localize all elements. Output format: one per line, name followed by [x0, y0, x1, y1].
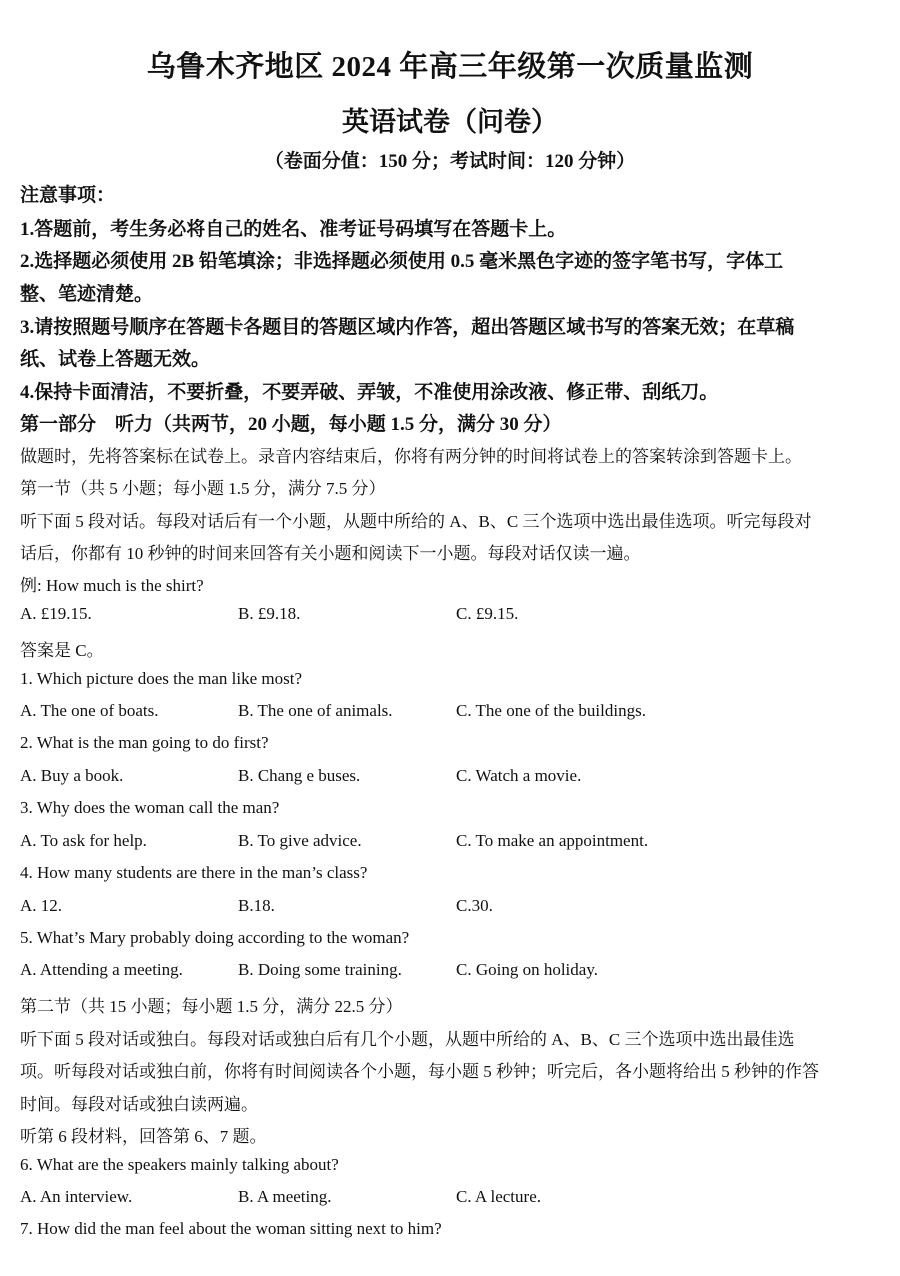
question-4-options	[20, 896, 880, 920]
question-1-options	[20, 701, 880, 725]
section1-instruction-1: 听下面 5 段对话。每段对话后有一个小题，从题中所给的 A、B、C 三个选项中选出最佳选项。听完每段对	[20, 512, 812, 531]
notice-item-3: 3.请按照题号顺序在答题卡各题目的答题区域内作答，超出答题区域书写的答案无效；在草稿	[20, 317, 795, 338]
notice-heading: 注意事项：	[20, 185, 116, 206]
question-4: 4. How many students are there in the man’s class?	[20, 863, 368, 882]
exam-title: 乌鲁木齐地区 2024 年高三年级第一次质量监测	[146, 51, 754, 83]
q5-option-c: C. Going on holiday.	[456, 960, 598, 979]
q4-option-a: A. 12.	[20, 896, 63, 915]
question-6-options	[20, 1187, 880, 1211]
material-6-label: 听第 6 段材料，回答第 6、7 题。	[20, 1127, 267, 1146]
q3-option-b: B. To give advice.	[238, 831, 362, 850]
q5-option-b: B. Doing some training.	[238, 960, 402, 979]
notice-item-2: 2.选择题必须使用 2B 铅笔填涂；非选择题必须使用 0.5 毫米黑色字迹的签字笔书写，字体工	[20, 251, 784, 272]
example-option-c: C. £9.15.	[456, 604, 519, 623]
q3-option-c: C. To make an appointment.	[456, 831, 649, 850]
q3-option-a: A. To ask for help.	[20, 831, 147, 850]
section1-heading: 第一节（共 5 小题；每小题 1.5 分，满分 7.5 分）	[20, 479, 386, 498]
section2-instruction-1: 听下面 5 段对话或独白。每段对话或独白后有几个小题，从题中所给的 A、B、C 三个选项中选出最佳选	[20, 1030, 795, 1049]
question-5: 5. What’s Mary probably doing according to the woman?	[20, 928, 410, 947]
q1-option-b: B. The one of animals.	[238, 701, 393, 720]
notice-item-4: 4.保持卡面清洁，不要折叠，不要弄破、弄皱，不准使用涂改液、修正带、刮纸刀。	[20, 382, 719, 403]
q4-option-c: C.30.	[456, 896, 493, 915]
question-2: 2. What is the man going to do first?	[20, 733, 269, 752]
part1-instruction: 做题时，先将答案标在试卷上。录音内容结束后，你将有两分钟的时间将试卷上的答案转涂到答题卡上。	[20, 447, 802, 466]
q2-option-b: B. Chang e buses.	[238, 766, 361, 785]
part1-heading: 第一部分 听力（共两节，20 小题，每小题 1.5 分，满分 30 分）	[20, 414, 562, 435]
q6-option-a: A. An interview.	[20, 1187, 133, 1206]
question-5-options	[20, 960, 880, 984]
q6-option-b: B. A meeting.	[238, 1187, 332, 1206]
example-answer: 答案是 C。	[20, 641, 104, 660]
q1-option-a: A. The one of boats.	[20, 701, 159, 720]
section2-instruction-2: 项。听每段对话或独白前，你将有时间阅读各个小题，每小题 5 秒钟；听完后，各小题将给出 5 秒钟的作答	[20, 1062, 819, 1081]
exam-subtitle: 英语试卷（问卷）	[342, 107, 558, 137]
question-6: 6. What are the speakers mainly talking about?	[20, 1155, 339, 1174]
q2-option-a: A. Buy a book.	[20, 766, 124, 785]
q2-option-c: C. Watch a movie.	[456, 766, 582, 785]
example-option-b: B. £9.18.	[238, 604, 301, 623]
q1-option-c: C. The one of the buildings.	[456, 701, 646, 720]
example-question: 例: How much is the shirt?	[20, 576, 204, 595]
question-3-options	[20, 831, 880, 855]
notice-item-2-cont: 整、笔迹清楚。	[20, 284, 154, 305]
question-3: 3. Why does the woman call the man?	[20, 798, 280, 817]
notice-item-3-cont: 纸、试卷上答题无效。	[20, 349, 211, 370]
section2-instruction-3: 时间。每段对话或独白读两遍。	[20, 1095, 258, 1114]
q5-option-a: A. Attending a meeting.	[20, 960, 183, 979]
example-option-a: A. £19.15.	[20, 604, 92, 623]
q4-option-b: B.18.	[238, 896, 275, 915]
exam-meta: （卷面分值：150 分；考试时间：120 分钟）	[264, 151, 636, 172]
q6-option-c: C. A lecture.	[456, 1187, 541, 1206]
question-7: 7. How did the man feel about the woman sitting next to him?	[20, 1219, 442, 1238]
section1-instruction-2: 话后，你都有 10 秒钟的时间来回答有关小题和阅读下一小题。每段对话仅读一遍。	[20, 544, 641, 563]
notice-item-1: 1.答题前，考生务必将自己的姓名、准考证号码填写在答题卡上。	[20, 219, 567, 240]
question-1: 1. Which picture does the man like most?	[20, 669, 303, 688]
example-options	[20, 604, 880, 628]
section2-heading: 第二节（共 15 小题；每小题 1.5 分，满分 22.5 分）	[20, 997, 403, 1016]
question-2-options	[20, 766, 880, 790]
